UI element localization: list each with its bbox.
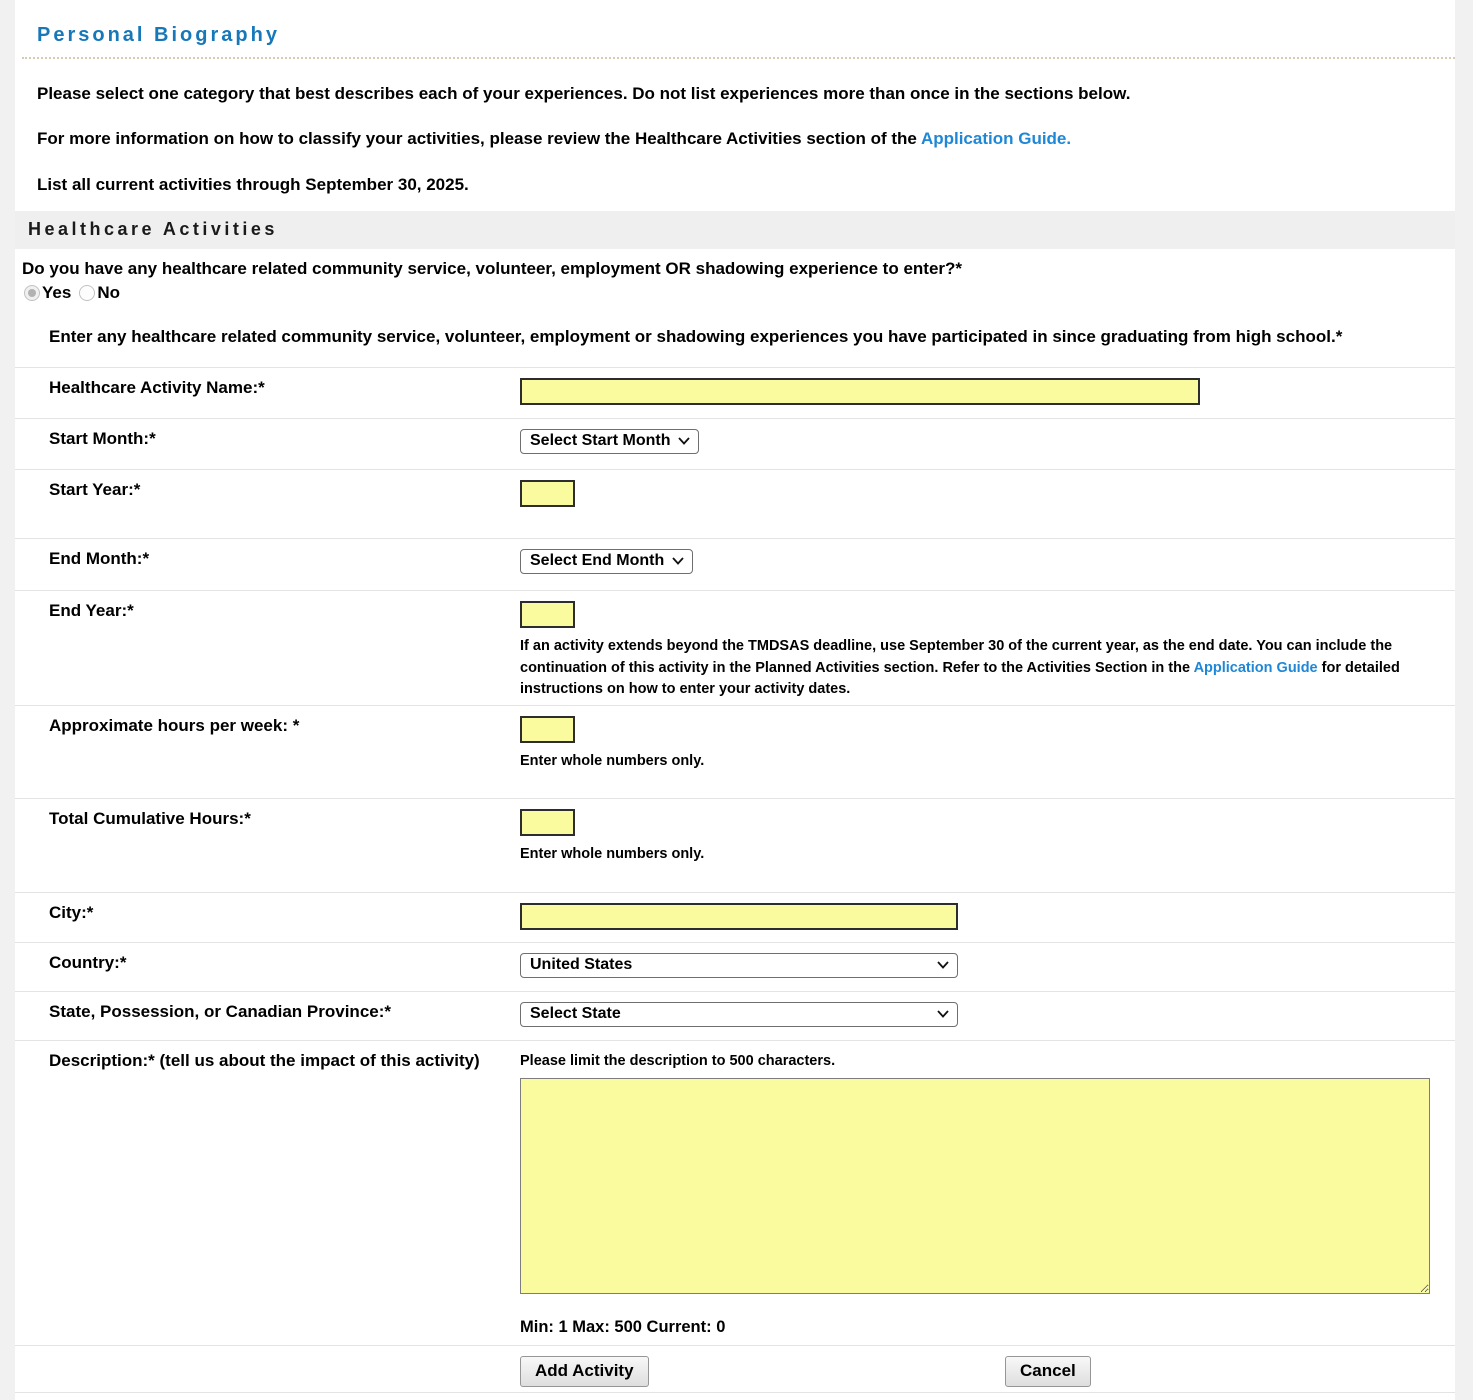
hours-per-week-note: Enter whole numbers only. (520, 752, 705, 769)
end-month-select[interactable] (520, 549, 693, 574)
state-select[interactable] (520, 1002, 958, 1027)
cumulative-hours-input[interactable] (520, 809, 575, 836)
application-guide-link-2[interactable]: Application Guide (1193, 659, 1318, 676)
buttons-row (15, 1345, 1455, 1393)
instruction-text: Enter any healthcare related community service, volunteer, employment or shadowing experiences you have participated in since graduating from high school.* (49, 326, 1343, 346)
description-row (15, 1040, 1455, 1345)
activity-name-input[interactable] (520, 378, 1200, 405)
country-label: Country:* (49, 952, 127, 972)
activity-name-label: Healthcare Activity Name:* (49, 377, 265, 397)
end-month-label: End Month:* (49, 548, 150, 568)
description-textarea[interactable] (520, 1078, 1430, 1294)
chevron-down-icon (672, 557, 684, 565)
intro-text-2 (37, 128, 1455, 149)
application-guide-link[interactable]: Application Guide. (920, 129, 1072, 149)
state-label: State, Possession, or Canadian Province:* (49, 1001, 392, 1021)
cumulative-hours-row (15, 798, 1455, 892)
cumulative-hours-label: Total Cumulative Hours:* (49, 808, 251, 828)
section-header (15, 211, 1455, 249)
intro-text-1: Please select one category that best describes each of your experiences. Do not list experiences more than once in the sections below. (37, 84, 1131, 103)
start-year-row (15, 469, 1455, 538)
chevron-down-icon (937, 961, 949, 969)
start-year-label: Start Year:* (49, 479, 141, 499)
start-month-label: Start Month:* (49, 428, 156, 448)
yes-radio-label[interactable]: Yes (42, 282, 72, 302)
country-select[interactable] (520, 953, 958, 978)
page-title: Personal Biography (37, 24, 280, 46)
city-row (15, 892, 1455, 942)
title-separator (22, 57, 1455, 59)
hours-per-week-row (15, 705, 1455, 798)
state-selected-value: Select State (530, 1004, 621, 1022)
country-selected-value: United States (530, 955, 633, 973)
end-year-note-post: for detailed instructions on how to enter your activity dates. (520, 659, 1400, 698)
yes-radio[interactable] (24, 285, 40, 301)
radio-group (24, 283, 1455, 303)
section-header-label: Healthcare Activities (28, 218, 278, 239)
description-label: Description:* (tell us about the impact of this activity) (49, 1050, 480, 1070)
cumulative-hours-note: Enter whole numbers only. (520, 845, 705, 862)
start-month-selected-value: Select Start Month (530, 431, 671, 449)
chevron-down-icon (678, 437, 690, 445)
end-year-row (15, 590, 1455, 705)
intro-text-3: List all current activities through September 30, 2025. (37, 174, 469, 194)
start-month-row (15, 418, 1455, 469)
city-label: City:* (49, 902, 94, 922)
cancel-button[interactable]: Cancel (1005, 1356, 1091, 1387)
character-counter: Min: 1 Max: 500 Current: 0 (520, 1317, 726, 1336)
end-year-label: End Year:* (49, 600, 134, 620)
country-row (15, 942, 1455, 991)
healthcare-question: Do you have any healthcare related community service, volunteer, employment OR shadowing experience to enter?* (22, 258, 963, 278)
start-month-select[interactable] (520, 429, 699, 454)
city-input[interactable] (520, 903, 958, 930)
no-radio-label[interactable]: No (97, 282, 120, 302)
start-year-input[interactable] (520, 480, 575, 507)
end-year-input[interactable] (520, 601, 575, 628)
chevron-down-icon (937, 1010, 949, 1018)
left-gutter (0, 0, 15, 1400)
content-area (15, 0, 1455, 1400)
activity-name-row (15, 367, 1455, 418)
intro-text-2-pre: For more information on how to classify your activities, please review the Healthcare Activities section of the (37, 129, 921, 149)
end-month-selected-value: Select End Month (530, 551, 665, 569)
right-gutter (1455, 0, 1473, 1400)
end-month-row (15, 538, 1455, 590)
no-radio[interactable] (79, 285, 95, 301)
hours-per-week-label: Approximate hours per week: * (49, 715, 300, 735)
hours-per-week-input[interactable] (520, 716, 575, 743)
activity-form (15, 367, 1455, 1393)
end-year-note-pre: If an activity extends beyond the TMDSAS deadline, use September 30 of the current year, as the end date. You can include the continuation of this activity in the Planned Activities section. Refer to the Activities Section in the (520, 637, 1393, 676)
state-row (15, 991, 1455, 1040)
add-activity-button[interactable]: Add Activity (520, 1356, 649, 1387)
description-limit-note: Please limit the description to 500 characters. (520, 1052, 836, 1069)
end-year-note (520, 636, 1430, 701)
